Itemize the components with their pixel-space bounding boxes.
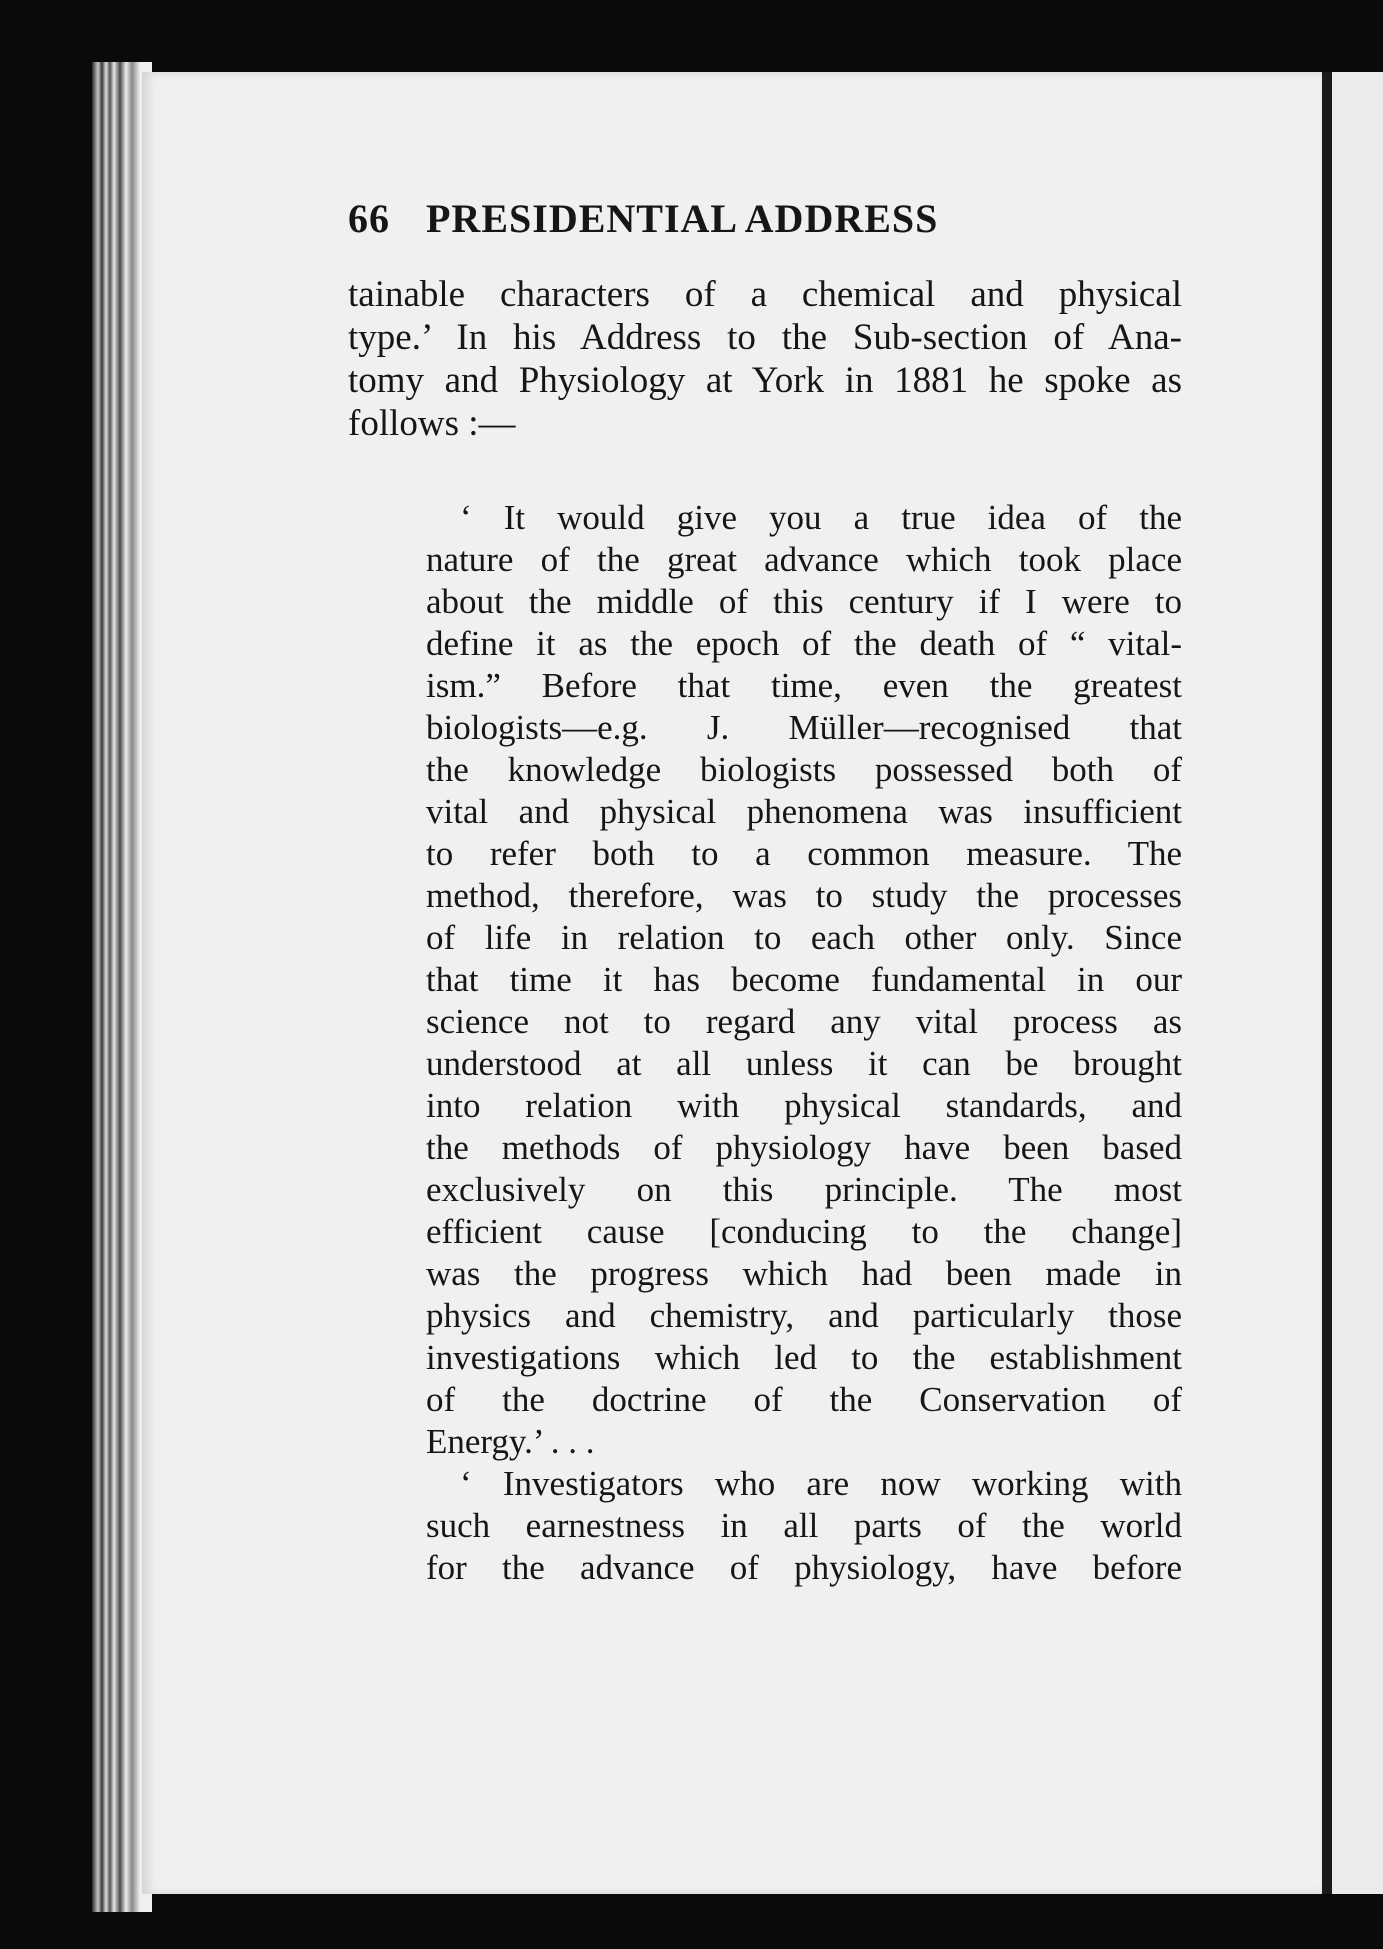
- text-line: of life in relation to each other only. Since: [426, 918, 1182, 957]
- text-line: tainable characters of a chemical and physical: [348, 274, 1182, 315]
- text-line: for the advance of physiology, have before: [426, 1548, 1182, 1587]
- text-line: efficient cause [conducing to the change]: [426, 1212, 1182, 1251]
- text-line: investigations which led to the establishment: [426, 1338, 1182, 1377]
- text-line: of the doctrine of the Conservation of: [426, 1380, 1182, 1419]
- text-line: ism.” Before that time, even the greatest: [426, 666, 1182, 705]
- text-line: that time it has become fundamental in our: [426, 960, 1182, 999]
- text-line: science not to regard any vital process as: [426, 1002, 1182, 1041]
- text-line: Energy.’ . . .: [426, 1422, 595, 1461]
- facing-page-edge: [1332, 72, 1383, 1894]
- text-line: exclusively on this principle. The most: [426, 1170, 1182, 1209]
- text-line: follows :—: [348, 403, 516, 444]
- text-line: such earnestness in all parts of the world: [426, 1506, 1182, 1545]
- intro-paragraph: [348, 273, 1182, 445]
- page-number: 66: [348, 196, 390, 241]
- text-line: type.’ In his Address to the Sub-section of Ana-: [348, 317, 1182, 358]
- text-line: method, therefore, was to study the processes: [426, 876, 1182, 915]
- text-line: ‘ It would give you a true idea of the: [460, 498, 1182, 537]
- text-line: the knowledge biologists possessed both of: [426, 750, 1182, 789]
- running-title: PRESIDENTIAL ADDRESS: [426, 196, 939, 241]
- text-line: nature of the great advance which took place: [426, 540, 1182, 579]
- text-line: ‘ Investigators who are now working with: [460, 1464, 1182, 1503]
- text-line: to refer both to a common measure. The: [426, 834, 1182, 873]
- text-line: into relation with physical standards, and: [426, 1086, 1182, 1125]
- text-line: was the progress which had been made in: [426, 1254, 1182, 1293]
- text-line: define it as the epoch of the death of “ vital-: [426, 624, 1182, 663]
- text-line: the methods of physiology have been based: [426, 1128, 1182, 1167]
- text-line: physics and chemistry, and particularly those: [426, 1296, 1182, 1335]
- text-line: tomy and Physiology at York in 1881 he spoke as: [348, 360, 1182, 401]
- gutter-shadow: [1322, 72, 1332, 1894]
- running-head: [348, 195, 1168, 242]
- text-line: vital and physical phenomena was insufficient: [426, 792, 1182, 831]
- text-line: biologists—e.g. J. Müller—recognised that: [426, 708, 1182, 747]
- block-quote: [426, 497, 1182, 1589]
- text-line: understood at all unless it can be brought: [426, 1044, 1182, 1083]
- text-line: about the middle of this century if I were to: [426, 582, 1182, 621]
